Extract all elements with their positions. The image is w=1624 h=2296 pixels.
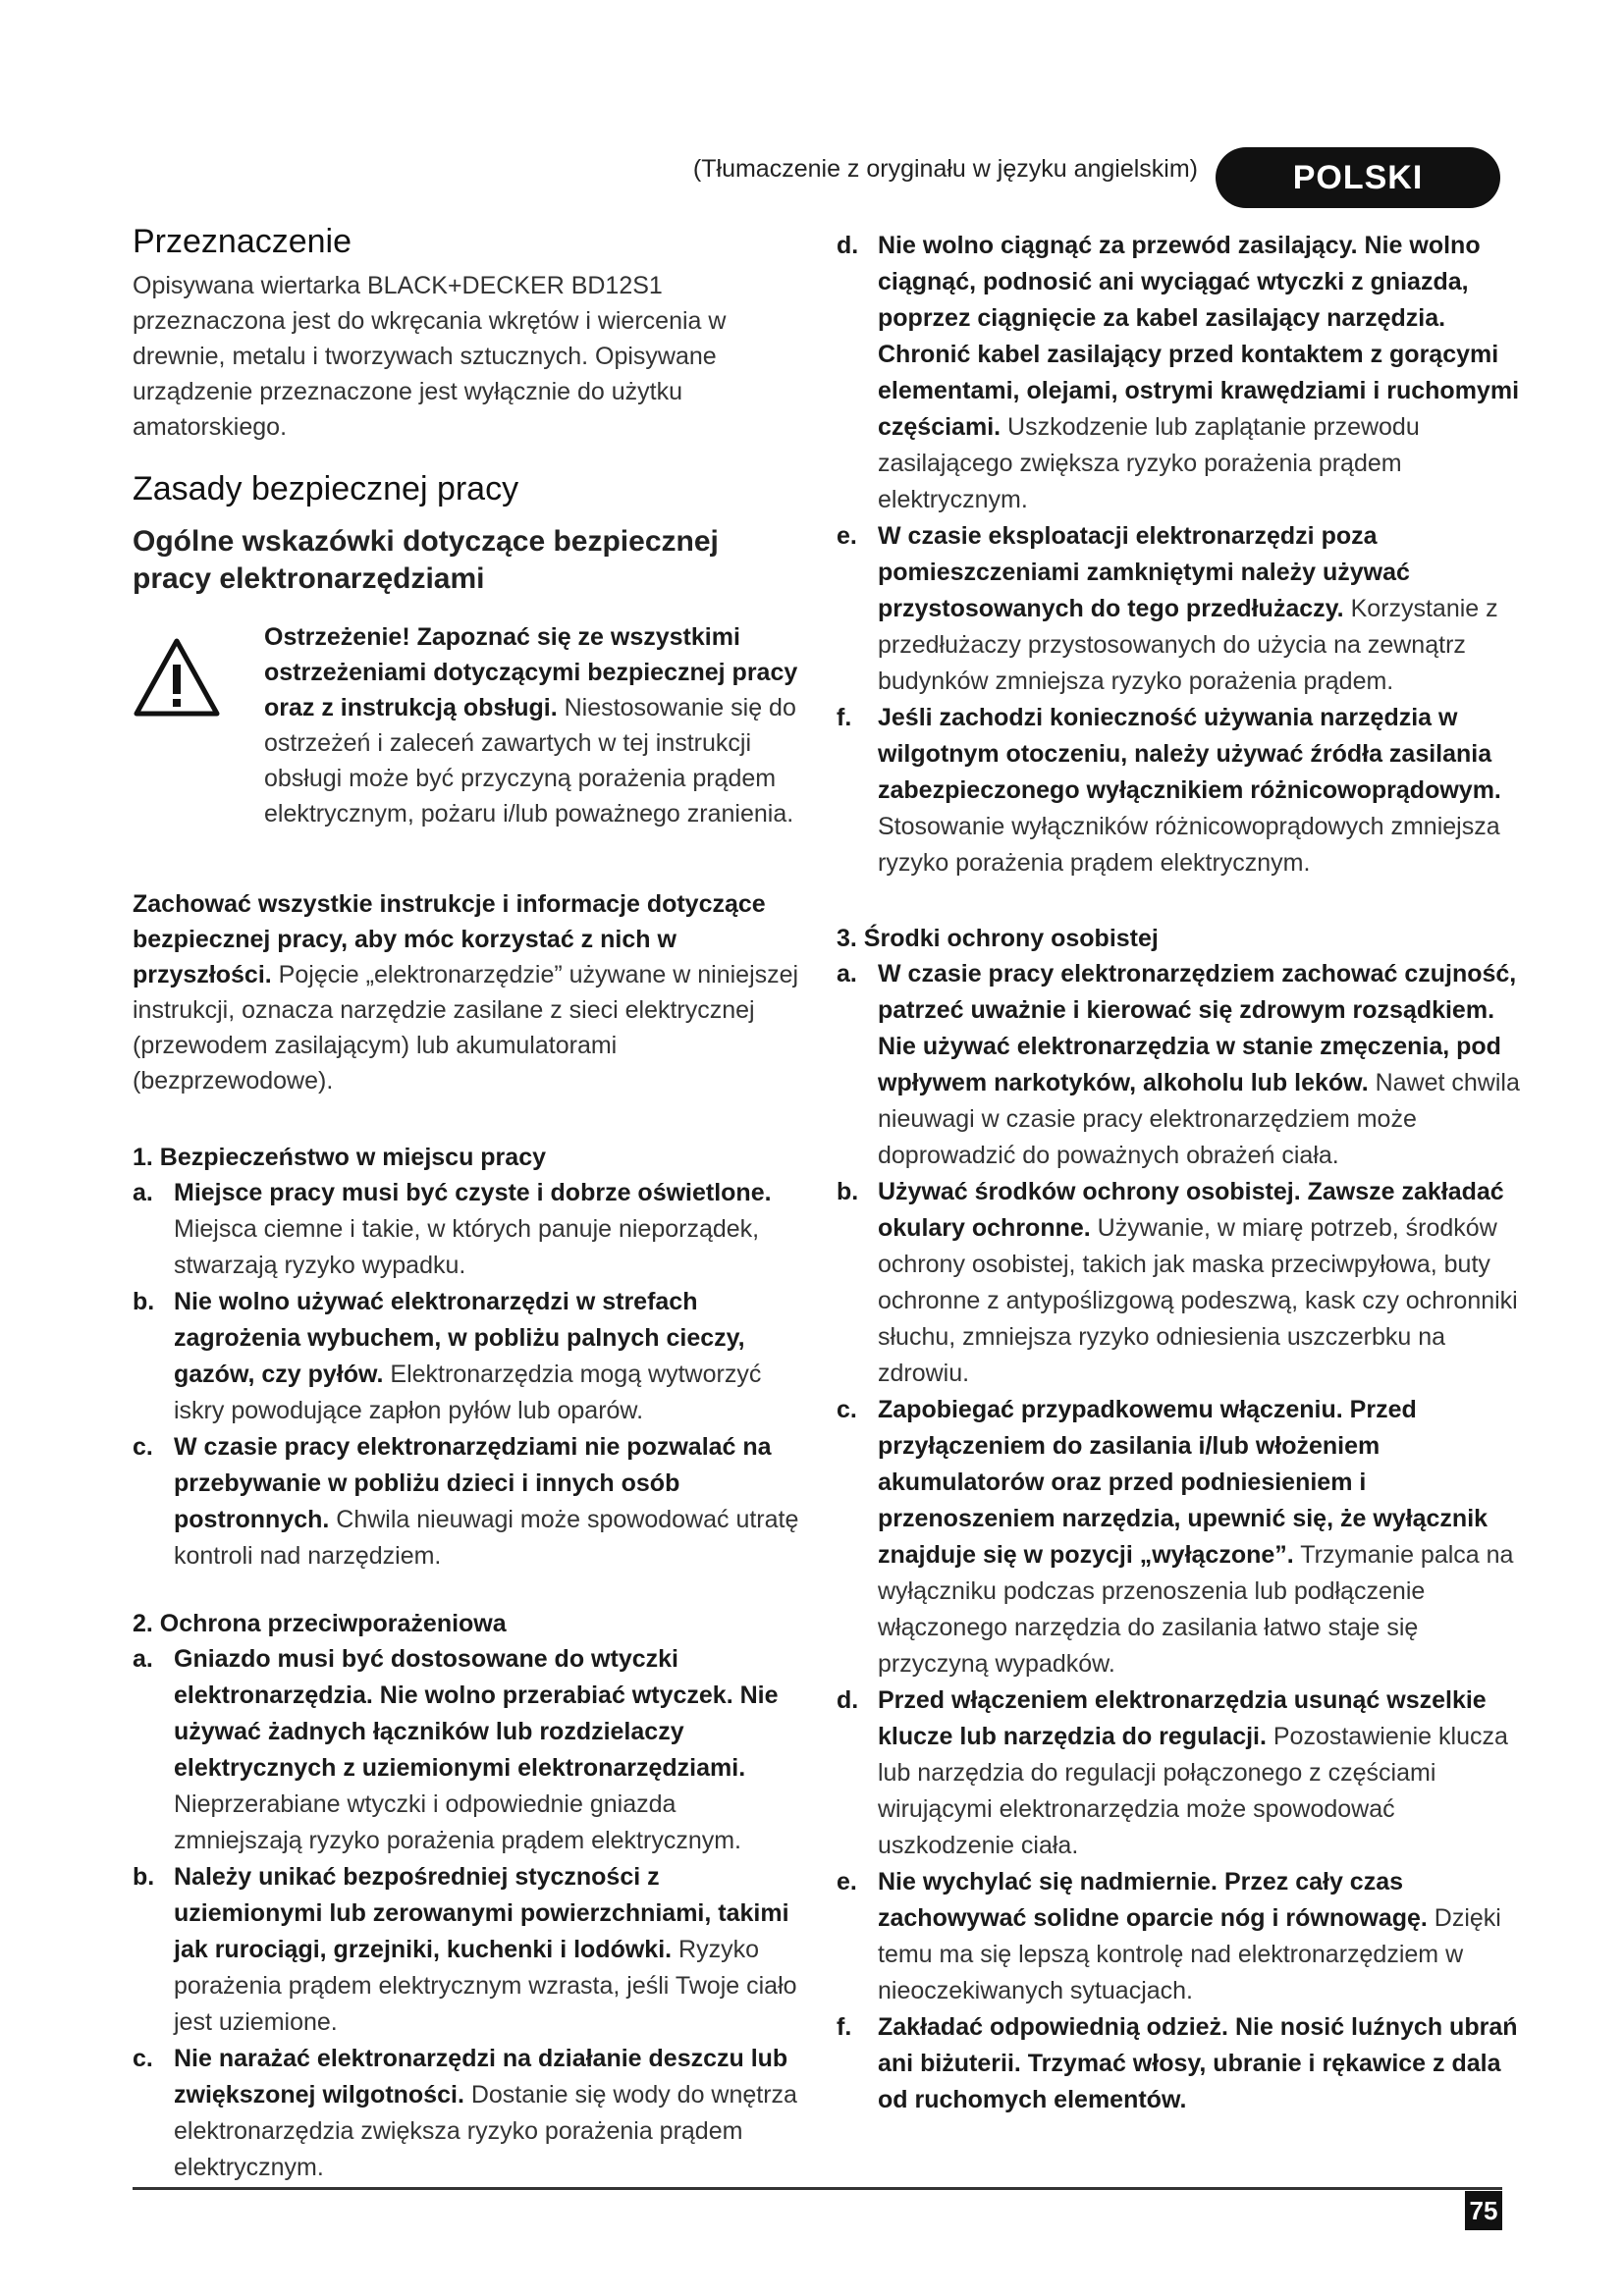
list-item: [837, 2009, 1524, 2118]
item-text: Miejsca ciemne i takie, w których panuje nieporządek, stwarzają ryzyko wypadku.: [174, 1215, 760, 1279]
item-letter: a.: [837, 960, 857, 988]
safety-title: Zasady bezpiecznej pracy: [133, 470, 519, 507]
list-item: [133, 1641, 800, 1859]
item-letter: c.: [133, 2045, 153, 2072]
item-text: Ryzyko porażenia prądem elektrycznym wzrasta, jeśli Twoje ciało jest uziemione.: [174, 1936, 797, 2036]
section-2-heading: 2. Ochrona przeciwporażeniowa: [133, 1610, 507, 1637]
list-item: [837, 1392, 1524, 1682]
item-text: Stosowanie wyłączników różnicowoprądowych zmniejsza ryzyko porażenia prądem elektrycznym.: [878, 813, 1500, 877]
intended-use-text: Opisywana wiertarka BLACK+DECKER BD12S1 przeznaczona jest do wkręcania wkrętów i wiercenia w drewnie, metalu i tworzywach sztucznych. Opisywane urządzenie przeznaczone jest wyłącznie do użytku amatorskiego.: [133, 272, 727, 441]
item-letter: c.: [837, 1396, 857, 1423]
item-bold: Nie narażać elektronarzędzi na działanie deszczu lub zwiększonej wilgotności.: [174, 2045, 788, 2109]
item-letter: b.: [133, 1288, 155, 1315]
item-text: Dostanie się wody do wnętrza elektronarzędzia zwiększa ryzyko porażenia prądem elektrycznym.: [174, 2081, 797, 2181]
list-item: [837, 1864, 1524, 2009]
list-item: [133, 1859, 800, 2041]
keep-instructions-paragraph: [133, 886, 800, 1098]
item-text: Pozostawienie klucza lub narzędzia do regulacji połączonego z częściami wirującymi elektronarzędzia może spowodować uszkodzenie ciała.: [878, 1723, 1508, 1859]
item-bold: Miejsce pracy musi być czyste i dobrze oświetlone.: [174, 1179, 772, 1206]
item-letter: f.: [837, 2013, 852, 2041]
intended-use-title: Przeznaczenie: [133, 223, 352, 260]
list-item: [837, 956, 1524, 1174]
item-bold: Przed włączeniem elektronarzędzia usunąć wszelkie klucze lub narzędzia do regulacji.: [878, 1686, 1487, 1750]
item-text: Chwila nieuwagi może spowodować utratę kontroli nad narzędziem.: [174, 1506, 799, 1570]
item-bold: Nie wolno ciągnąć za przewód zasilający. Nie wolno ciągnąć, podnosić ani wyciągać wtyczki z gniazda, poprzez ciągnięcie za kabel zasilający narzędzia. Chronić kabel zasilający przed kontaktem z gorącymi elementami, olejami, ostrymi krawędziami i ruchomymi częściami.: [878, 232, 1520, 441]
item-letter: e.: [837, 522, 857, 550]
list-item: [133, 2041, 800, 2186]
list-item: [133, 1175, 800, 1284]
item-text: Korzystanie z przedłużaczy przystosowanych do użycia na zewnątrz budynków zmniejsza ryzyko porażenia prądem.: [878, 595, 1498, 695]
list-item: [133, 1284, 800, 1429]
warning-block: [133, 619, 800, 831]
item-bold: Należy unikać bezpośredniej styczności z uziemionymi lub zerowanymi powierzchniami, takimi jak rurociągi, grzejniki, kuchenki i lodówki.: [174, 1863, 789, 1963]
section-1-heading: 1. Bezpieczeństwo w miejscu pracy: [133, 1144, 546, 1171]
right-column: [837, 228, 1524, 2118]
item-bold: W czasie pracy elektronarzędziem zachować czujność, patrzeć uważnie i kierować się zdrowym rozsądkiem. Nie używać elektronarzędzia w stanie zmęczenia, pod wpływem narkotyków, alkoholu lub leków.: [878, 960, 1517, 1096]
language-badge: POLSKI: [1216, 147, 1500, 208]
item-text: Nieprzerabiane wtyczki i odpowiednie gniazda zmniejszają ryzyko porażenia prądem elektrycznym.: [174, 1790, 741, 1854]
item-text: Trzymanie palca na wyłączniku podczas przenoszenia lub podłączenie włączonego narzędzia do zasilania łatwo staje się przyczyną wypadków.: [878, 1541, 1514, 1678]
item-letter: c.: [133, 1433, 153, 1461]
translation-note: (Tłumaczenie z oryginału w języku angielskim): [692, 155, 1198, 183]
item-bold: Zapobiegać przypadkowemu włączeniu. Przed przyłączeniem do zasilania i/lub włożeniem akumulatorów oraz przed podniesieniem i przenoszeniem narzędzia, upewnić się, że wyłącznik znajduje się w pozycji „wyłączone”.: [878, 1396, 1489, 1569]
list-item: [837, 1174, 1524, 1392]
item-bold: Nie wolno używać elektronarzędzi w strefach zagrożenia wybuchem, w pobliżu palnych cieczy, gazów, czy pyłów.: [174, 1288, 745, 1388]
list-item: [133, 1429, 800, 1575]
item-letter: a.: [133, 1645, 153, 1673]
item-bold: Używać środków ochrony osobistej. Zawsze zakładać okulary ochronne.: [878, 1178, 1504, 1242]
item-bold: Jeśli zachodzi konieczność używania narzędzia w wilgotnym otoczeniu, należy używać źródła zasilania zabezpieczonego wyłącznikiem różnicowoprądowym.: [878, 704, 1501, 804]
item-bold: Nie wychylać się nadmiernie. Przez cały czas zachowywać solidne oparcie nóg i równowagę.: [878, 1868, 1428, 1932]
list-item: [837, 700, 1524, 881]
footer-rule: [133, 2187, 1502, 2190]
warning-triangle-icon: [133, 619, 250, 831]
item-bold: W czasie eksploatacji elektronarzędzi poza pomieszczeniami zamkniętymi należy używać przystosowanych do tego przedłużaczy.: [878, 522, 1410, 622]
item-bold: Gniazdo musi być dostosowane do wtyczki elektronarzędzia. Nie wolno przerabiać wtyczek. Nie używać żadnych łączników lub rozdzielaczy elektrycznych z uziemionymi elektronarzędziami.: [174, 1645, 779, 1782]
item-letter: d.: [837, 1686, 859, 1714]
keep-bold-text: Zachować wszystkie instrukcje i informacje dotyczące bezpiecznej pracy, aby móc korzystać z nich w przyszłości.: [133, 890, 766, 988]
list-item: [837, 518, 1524, 700]
page-number: 75: [1465, 2191, 1502, 2230]
item-bold: Zakładać odpowiednią odzież. Nie nosić luźnych ubrań ani biżuterii. Trzymać włosy, ubranie i rękawice z dala od ruchomych elementów.: [878, 2013, 1518, 2113]
section-3-heading: 3. Środki ochrony osobistej: [837, 925, 1159, 952]
item-text: Używanie, w miarę potrzeb, środków ochrony osobistej, takich jak maska przeciwpyłowa, buty ochronne z antypoślizgową podeszwą, kask czy ochronniki słuchu, zmniejsza ryzyko odniesienia uszczerbku na zdrowiu.: [878, 1214, 1518, 1387]
item-letter: e.: [837, 1868, 857, 1896]
general-safety-title: Ogólne wskazówki dotyczące bezpiecznej pracy elektronarzędziami: [133, 525, 719, 595]
item-bold: W czasie pracy elektronarzędziami nie pozwalać na przebywanie w pobliżu dzieci i innych osób postronnych.: [174, 1433, 772, 1533]
left-column: [133, 221, 800, 2186]
keep-text: Pojęcie „elektronarzędzie” używane w niniejszej instrukcji, oznacza narzędzie zasilane z sieci elektrycznej (przewodem zasilającym) lub akumulatorami (bezprzewodowe).: [133, 961, 799, 1095]
item-letter: b.: [133, 1863, 155, 1891]
item-text: Nawet chwila nieuwagi w czasie pracy elektronarzędziem może doprowadzić do poważnych obrażeń ciała.: [878, 1069, 1520, 1169]
item-letter: f.: [837, 704, 852, 731]
warning-bold-text: Ostrzeżenie! Zapoznać się ze wszystkimi ostrzeżeniami dotyczącymi bezpiecznej pracy oraz z instrukcją obsługi.: [264, 623, 798, 721]
list-item: [837, 228, 1524, 518]
warning-text: Niestosowanie się do ostrzeżeń i zaleceń zawartych w tej instrukcji obsługi może być przyczyną porażenia prądem elektrycznym, pożaru i/lub poważnego zranienia.: [264, 694, 796, 828]
item-letter: b.: [837, 1178, 859, 1205]
list-item: [837, 1682, 1524, 1864]
item-text: Dzięki temu ma się lepszą kontrolę nad elektronarzędziem w nieoczekiwanych sytuacjach.: [878, 1904, 1501, 2004]
item-letter: a.: [133, 1179, 153, 1206]
item-text: Elektronarzędzia mogą wytworzyć iskry powodujące zapłon pyłów lub oparów.: [174, 1361, 762, 1424]
item-letter: d.: [837, 232, 859, 259]
item-text: Uszkodzenie lub zaplątanie przewodu zasilającego zwiększa ryzyko porażenia prądem elektrycznym.: [878, 413, 1420, 513]
